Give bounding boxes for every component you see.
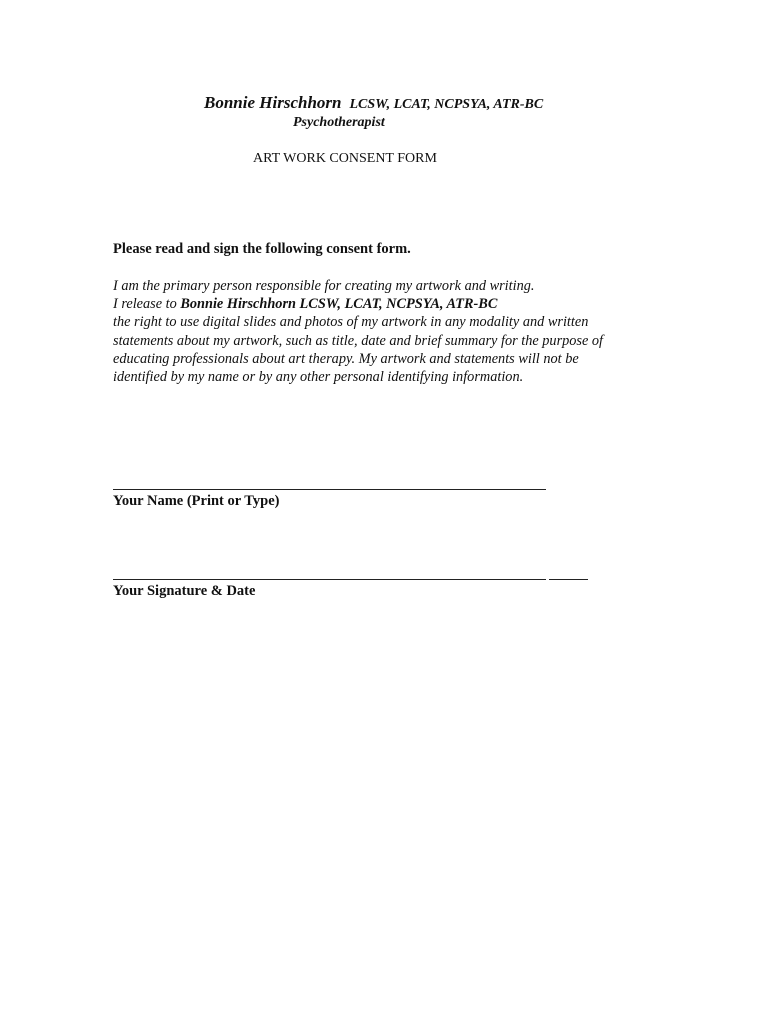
consent-line: statements about my artwork, such as title, date and brief summary for the purpose of <box>113 332 604 349</box>
practitioner-credentials: LCSW, LCAT, NCPSYA, ATR-BC <box>349 97 544 112</box>
signature-entry-line[interactable] <box>113 579 546 580</box>
consent-release-line <box>113 295 673 313</box>
date-entry-line[interactable] <box>549 579 588 580</box>
release-prefix: I release to <box>113 296 181 313</box>
practitioner-title: Psychotherapist <box>293 115 385 130</box>
signature-field-label: Your Signature & Date <box>113 583 256 599</box>
form-title: ART WORK CONSENT FORM <box>253 151 437 166</box>
practitioner-header <box>204 93 543 113</box>
release-recipient: Bonnie Hirschhorn LCSW, LCAT, NCPSYA, ATR-BC <box>180 296 498 313</box>
consent-line: the right to use digital slides and photos of my artwork in any modality and written <box>113 314 589 331</box>
consent-statement <box>113 277 673 386</box>
consent-line: identified by my name or by any other personal identifying information. <box>113 369 524 386</box>
consent-line: educating professionals about art therapy. My artwork and statements will not be <box>113 350 579 367</box>
instructions-text: Please read and sign the following consent form. <box>113 241 411 257</box>
consent-line: I am the primary person responsible for creating my artwork and writing. <box>113 278 535 294</box>
practitioner-name: Bonnie Hirschhorn <box>204 93 342 112</box>
name-entry-line[interactable] <box>113 489 546 490</box>
name-field-label: Your Name (Print or Type) <box>113 493 280 509</box>
